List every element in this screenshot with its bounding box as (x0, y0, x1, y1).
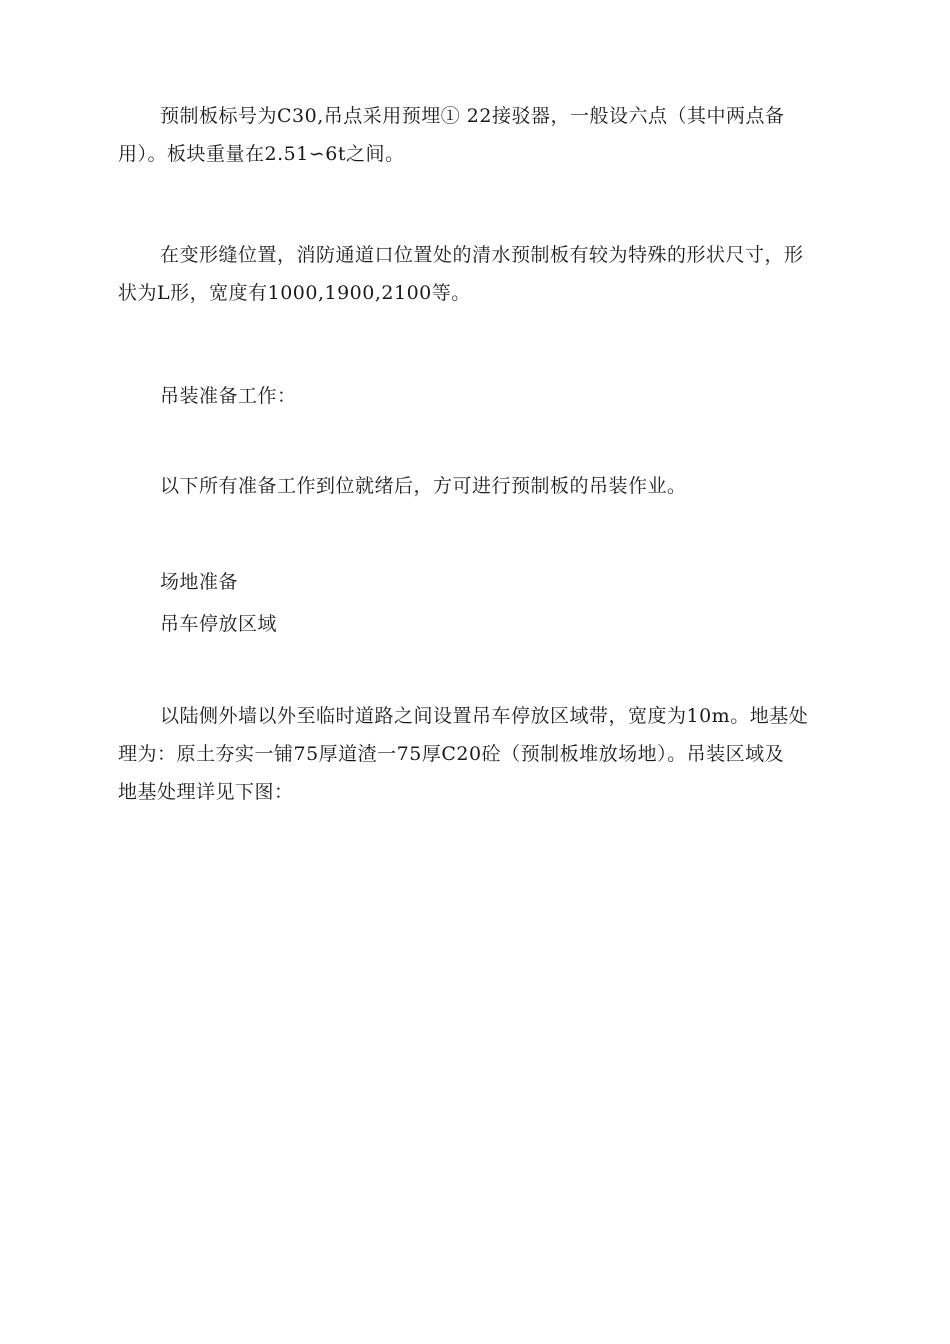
text-line: 用）。板块重量在2.51∽6t之间。 (118, 143, 405, 165)
paragraph-preparation-note (118, 467, 832, 505)
text-line: 在变形缝位置，消防通道口位置处的清水预制板有较为特殊的形状尺寸，形 (160, 244, 804, 266)
text-line: 预制板标号为C30,吊点采用预埋① 22接驳器，一般设六点（其中两点备 (160, 105, 785, 127)
heading-lifting-preparation (118, 377, 832, 415)
paragraph-special-shapes (118, 236, 832, 312)
text-line: 状为L形，宽度有1000,1900,2100等。 (118, 282, 471, 304)
text-line: 理为：原土夯实一铺75厚道渣一75厚C20砼（预制板堆放场地）。吊装区域及 (118, 743, 785, 765)
text-line: 地基处理详见下图： (118, 781, 294, 803)
heading-site-preparation (118, 559, 832, 643)
paragraph-panel-spec (118, 97, 832, 173)
text-line: 以陆侧外墙以外至临时道路之间设置吊车停放区域带，宽度为10m。地基处 (160, 705, 809, 727)
text-line: 吊车停放区域 (160, 613, 278, 635)
text-line: 以下所有准备工作到位就绪后，方可进行预制板的吊装作业。 (160, 475, 687, 497)
text-line: 吊装准备工作： (160, 385, 297, 407)
text-line: 场地准备 (160, 571, 239, 593)
paragraph-crane-parking-area (118, 697, 832, 811)
